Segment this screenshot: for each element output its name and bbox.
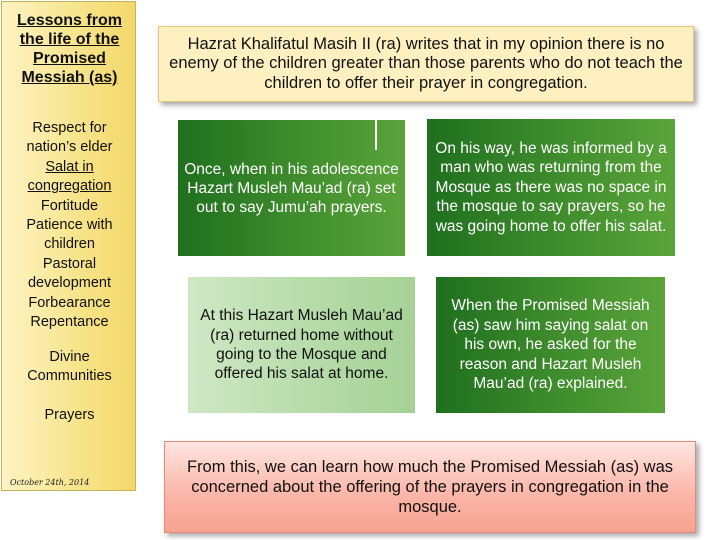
story-box-3 bbox=[188, 277, 415, 413]
topic-item-current: Salat in bbox=[45, 158, 94, 175]
topic-item: children bbox=[44, 236, 95, 253]
date-label: October 24th, 2014 bbox=[10, 478, 90, 487]
sidebar-title-line: Lessons from bbox=[17, 12, 122, 29]
sidebar-title-line: the life of the bbox=[19, 31, 120, 48]
divine-communities bbox=[2, 348, 137, 387]
topic-item: nation’s elder bbox=[26, 139, 113, 156]
story-box-1 bbox=[178, 120, 405, 256]
topic-item: Communities bbox=[27, 368, 112, 385]
sidebar-title bbox=[2, 11, 137, 87]
topic-item: Fortitude bbox=[40, 197, 99, 214]
sidebar-topic-list bbox=[2, 119, 137, 332]
topic-prayers: Prayers bbox=[44, 407, 95, 423]
topic-item: Respect for bbox=[32, 120, 107, 136]
topic-item: Pastoral bbox=[42, 255, 97, 272]
conclusion-text: From this, we can learn how much the Promised Messiah (as) was concerned about the offering of the prayers in congregation in the mosque. bbox=[186, 458, 673, 516]
story-box-2 bbox=[427, 119, 675, 256]
topic-item: Forbearance bbox=[28, 294, 111, 311]
sidebar-title-line: Messiah (as) bbox=[21, 69, 118, 86]
topic-item-current: congregation bbox=[27, 178, 112, 195]
story-text-2: On his way, he was informed by a man who was returning from the Mosque as there was no space in the mosque to say prayers, so he was going home to offer his salat. bbox=[435, 139, 667, 235]
story-text-1: Once, when in his adolescence Hazart Musleh Mau’ad (ra) set out to say Jumu’ah prayers. bbox=[184, 160, 399, 216]
sidebar-title-line: Promised bbox=[33, 50, 106, 67]
quote-box bbox=[158, 26, 694, 102]
topic-item: Divine bbox=[49, 349, 90, 365]
decorative-line bbox=[375, 120, 377, 150]
story-text-4: When the Promised Messiah (as) saw him saying salat on his own, he asked for the reason and Hazart Musleh Mau’ad (ra) explained. bbox=[451, 297, 650, 393]
topic-item: development bbox=[27, 275, 112, 292]
conclusion-box bbox=[164, 441, 696, 533]
quote-text: Hazrat Khalifatul Masih II (ra) writes that in my opinion there is no enemy of the children greater than those parents who do not teach the children to offer their prayer in congregation. bbox=[169, 34, 683, 92]
sidebar-panel bbox=[1, 1, 136, 491]
story-box-4 bbox=[436, 277, 665, 413]
topic-item: Repentance bbox=[30, 314, 109, 331]
topic-item: Patience with bbox=[26, 217, 113, 234]
story-text-3: At this Hazart Musleh Mau’ad (ra) returned home without going to the Mosque and offered his salat at home. bbox=[200, 307, 403, 383]
